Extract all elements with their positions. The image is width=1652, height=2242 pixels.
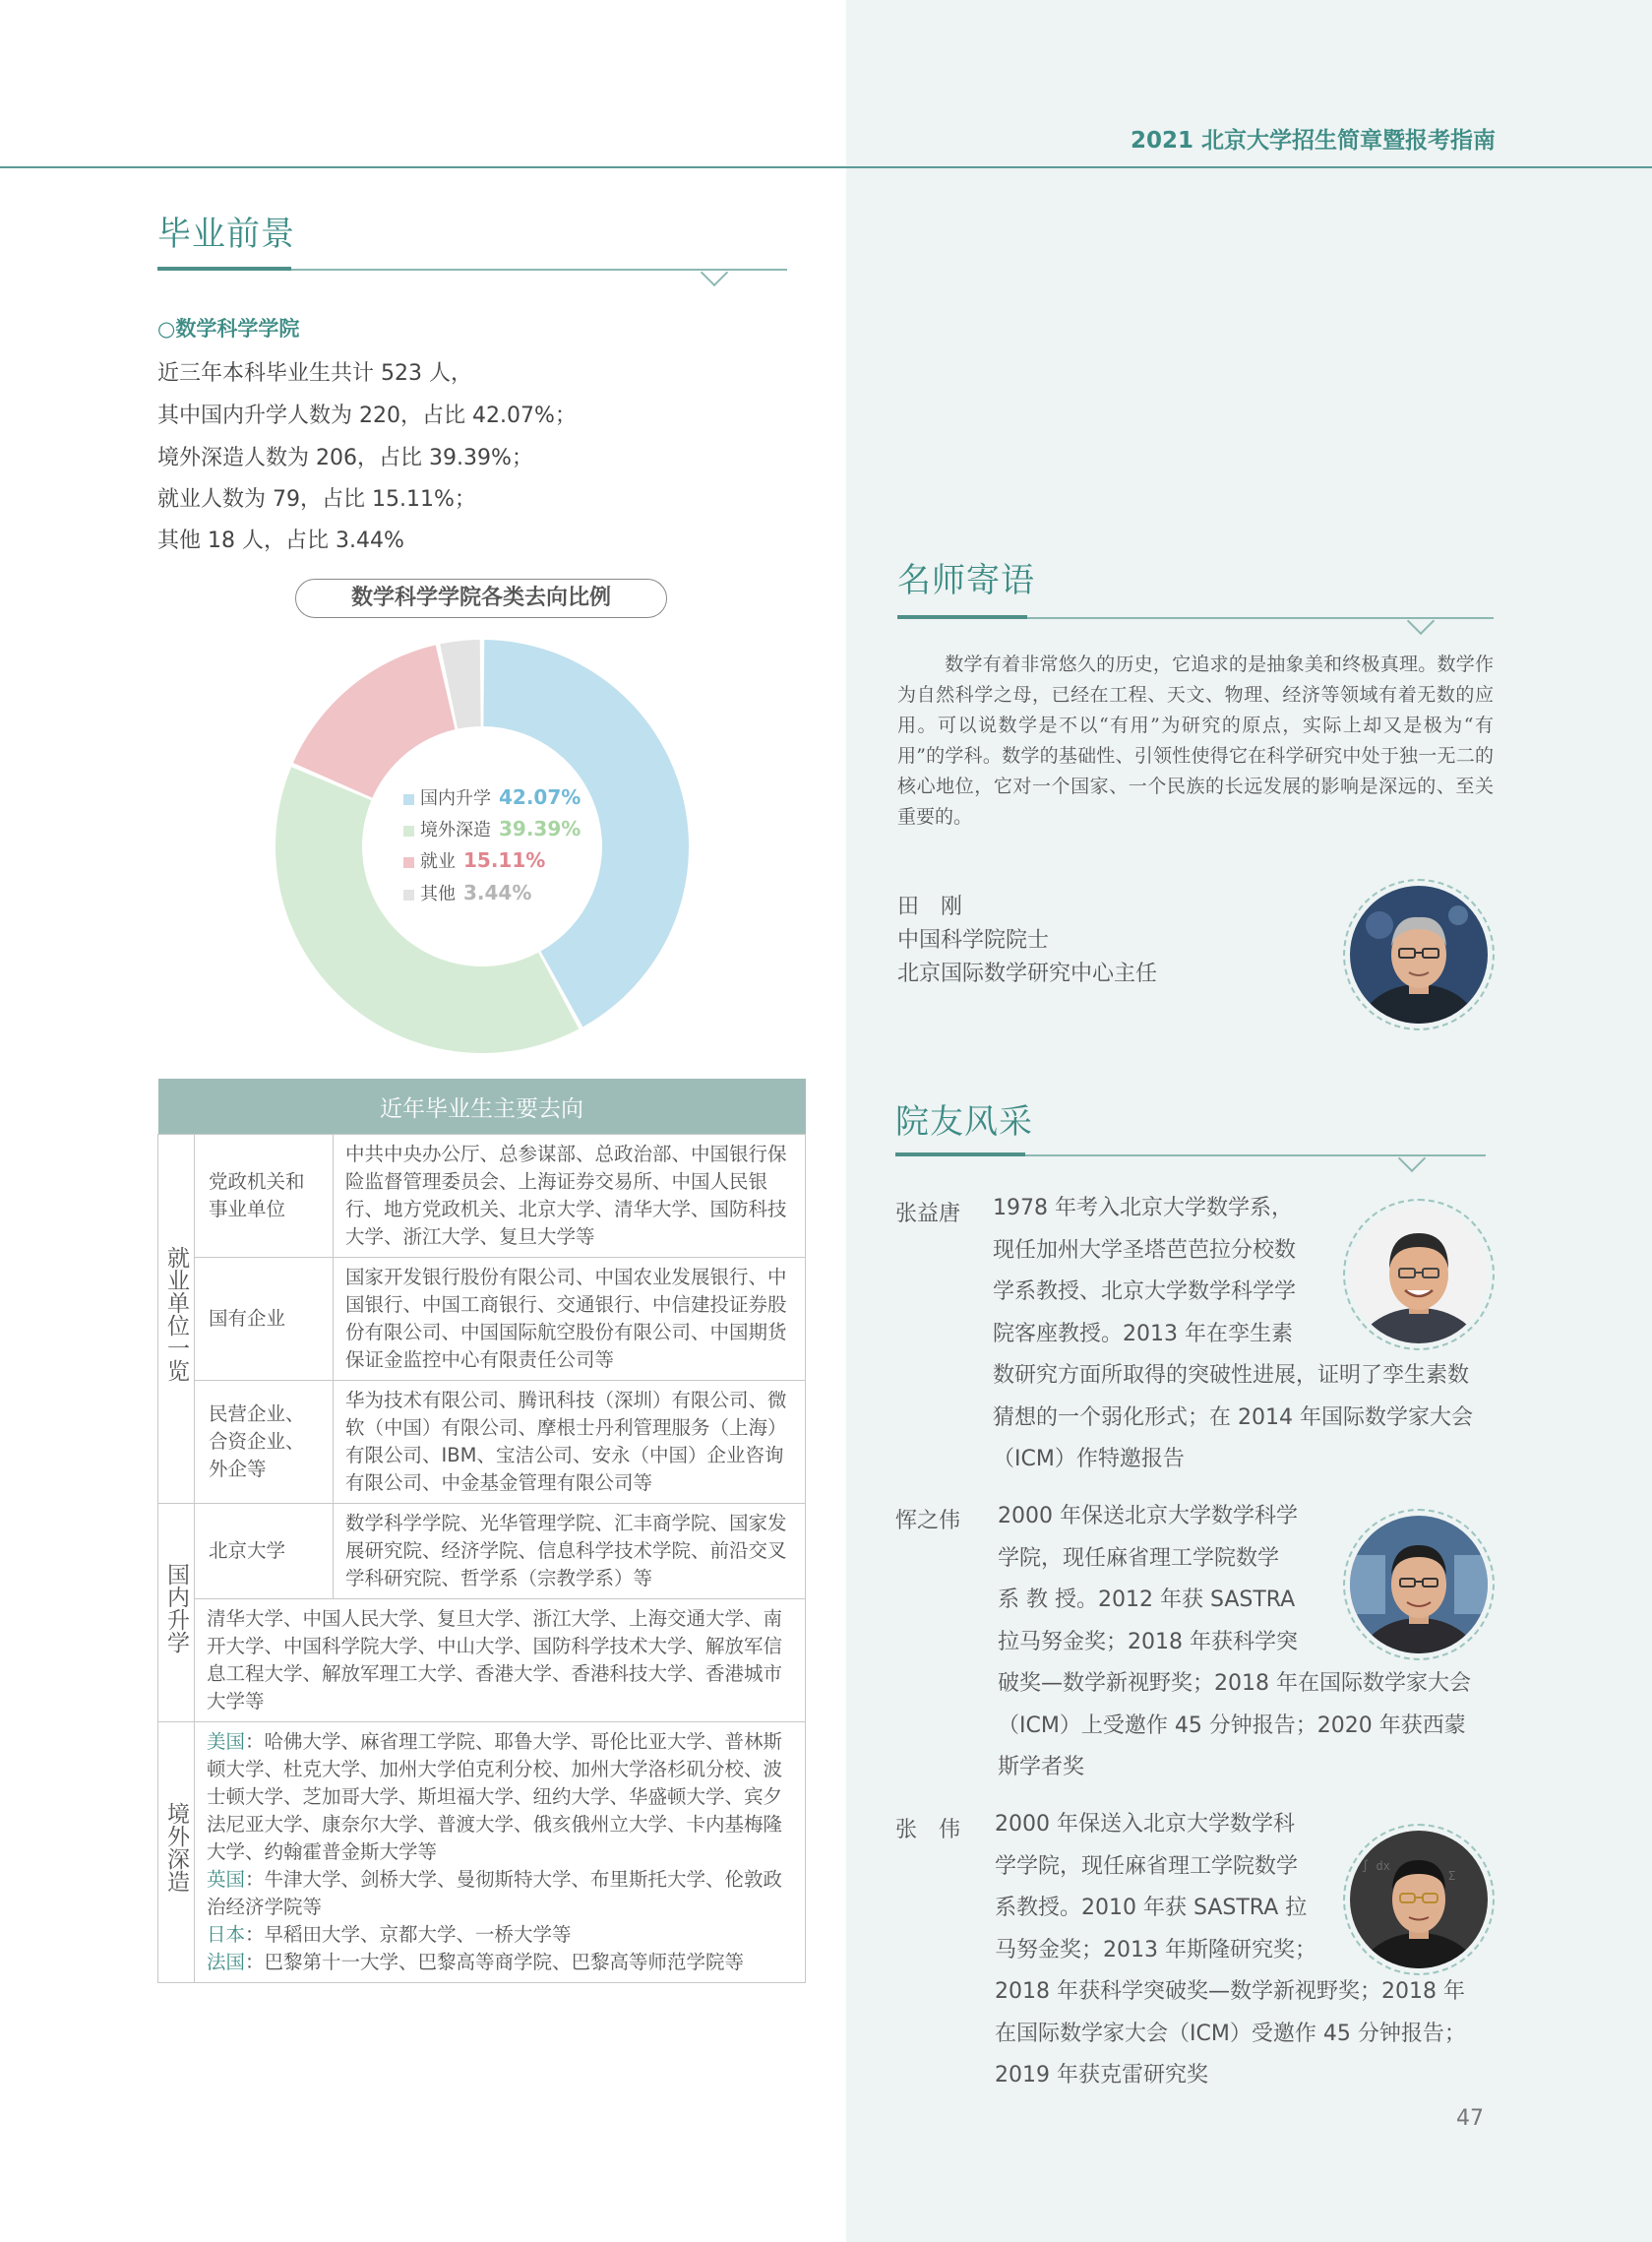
country-us: 美国 [207,1730,246,1753]
avatar [1343,1509,1495,1660]
header-rule [0,166,1652,168]
legend-item-domestic [403,784,581,810]
table-header: 近年毕业生主要去向 [158,1079,806,1135]
alumnus-bio: 2000 年保送入北京大学数学科 学学院，现任麻省理工学院数学 系教授。2010 年获 SASTRA 拉 马努金奖；2013 年斯隆研究奖； 2018 年获科学突破奖—数学新视野奖；2018 年 在国际数学家大会（ICM）受邀作 45 分钟报告； 2019 年获克雷研究奖 [995,1812,1466,2087]
slice-employment [293,645,456,797]
gov-list: 中共中央办公厅、总参谋部、总政治部、中国银行保险监督管理委员会、上海证券交易所、中国人民银行、地方党政机关、北京大学、清华大学、国防科技大学、浙江大学、复旦大学等 [334,1135,806,1258]
portrait-zhang-wei [1350,1831,1488,1968]
table-row [158,1258,806,1381]
graduation-section-rule [157,269,787,271]
mentor-section-rule [897,617,1494,619]
legend-swatch [403,890,414,901]
stat-line: 近三年本科毕业生共计 523 人， [157,361,472,386]
table-row [158,1381,806,1504]
department-name: ○数学科学学院 [157,317,300,341]
legend-label: 其他 [420,884,456,904]
group-employment: 就业单位一览 [158,1135,195,1504]
stat-line: 其他 18 人，占比 3.44% [157,529,404,553]
legend-value: 39.39% [499,817,581,841]
svg-text:Σ: Σ [1448,1869,1456,1883]
legend-swatch [403,857,414,868]
alumnus-bio: 2000 年保送北京大学数学科学 学院，现任麻省理工学院数学 系 教 授。2012 年获 SASTRA 拉马努金奖；2018 年获科学突 破奖—数学新视野奖；2018 年在国际数学家大会 （ICM）上受邀作 45 分钟报告；2020 年获西蒙 斯学者奖 [998,1504,1471,1779]
stat-line: 就业人数为 79，占比 15.11%； [157,487,476,512]
country-uk: 英国 [207,1868,246,1891]
fr-list: ：巴黎第十一大学、巴黎高等商学院、巴黎高等师范学院等 [245,1951,745,1973]
avatar [1343,1199,1495,1350]
pku-list: 数学科学学院、光华管理学院、汇丰商学院、国家发展研究院、经济学院、信息科学技术学院、前沿交叉学科研究院、哲学系（宗教学系）等 [334,1504,806,1599]
group-abroad: 境外深造 [158,1722,195,1983]
jp-list: ：早稻田大学、京都大学、一桥大学等 [245,1923,572,1946]
us-list: ：哈佛大学、麻省理工学院、耶鲁大学、哥伦比亚大学、普林斯顿大学、杜克大学、加州大学伯克利分校、加州大学洛杉矶分校、波士顿大学、芝加哥大学、斯坦福大学、纽约大学、华盛顿大学、宾夕法尼亚大学、康奈尔大学、普渡大学、俄亥俄州立大学、卡内基梅隆大学、约翰霍普金斯大学等 [207,1730,783,1863]
table-row [158,1504,806,1599]
stat-line: 境外深造人数为 206，占比 39.39%； [157,446,533,470]
legend-value: 15.11% [463,848,546,872]
chart-title-pill: 数学科学学院各类去向比例 [295,579,667,618]
alumnus-bio: 1978 年考入北京大学数学系， 现任加州大学圣塔芭芭拉分校数 学系教授、北京大学数学科学学 院客座教授。2013 年在孪生素 数研究方面所取得的突破性进展，证明了孪生素数 猜想的一个弱化形式；在 2014 年国际数学家大会 （ICM）作特邀报告 [993,1196,1473,1471]
category-pku: 北京大学 [195,1504,334,1599]
mentor-title: 中国科学院院士 [897,928,1050,953]
uk-list: ：牛津大学、剑桥大学、曼彻斯特大学、布里斯托大学、伦敦政治经济学院等 [207,1868,783,1918]
portrait-yun-zhiwei [1350,1516,1488,1653]
legend-label: 境外深造 [420,820,491,841]
country-fr: 法国 [207,1951,246,1973]
category-soe: 国有企业 [195,1258,334,1381]
portrait-zhang-yitang [1350,1206,1488,1343]
legend-swatch [403,794,414,805]
avatar [1343,879,1495,1030]
page-number: 47 [1456,2106,1484,2131]
category-private: 民营企业、合资企业、外企等 [195,1381,334,1504]
mentor-section-title: 名师寄语 [897,561,1035,600]
legend-swatch [403,826,414,837]
alumnus-name: 张 伟 [895,1818,961,1842]
avatar [1343,1824,1495,1975]
svg-text:∫ dx: ∫ dx [1362,1859,1390,1873]
stat-line: 其中国内升学人数为 220，占比 42.07%； [157,404,577,428]
chevron-down-icon [701,259,728,286]
legend-value: 3.44% [463,881,532,904]
legend-item-other [403,880,531,905]
table-row [158,1599,806,1722]
group-domestic: 国内升学 [158,1504,195,1722]
table-row [158,1135,806,1258]
mentor-position: 北京国际数学研究中心主任 [897,962,1158,986]
private-list: 华为技术有限公司、腾讯科技（深圳）有限公司、微软（中国）有限公司、摩根士丹利管理服务（上海）有限公司、IBM、宝洁公司、安永（中国）企业咨询有限公司、中金基金管理有限公司等 [334,1381,806,1504]
alumnus-name: 恽之伟 [895,1509,961,1533]
destinations-table [157,1079,806,1983]
legend-value: 42.07% [499,785,581,809]
alumni-section-title: 院友风采 [895,1102,1033,1142]
mentor-quote: 数学有着非常悠久的历史，它追求的是抽象美和终极真理。数学作为自然科学之母，已经在工程、天文、物理、经济等领域有着无数的应用。可以说数学是不以“有用”为研究的原点，实际上却又是极为“有用”的学科。数学的基础性、引领性使得它在科学研究中处于独一无二的核心地位，它对一个国家、一个民族的长远发展的影响是深远的、至关重要的。 [897,654,1494,828]
table-row [158,1722,806,1983]
legend-item-abroad [403,816,581,841]
graduation-section-title: 毕业前景 [157,215,295,254]
alumnus-name: 张益唐 [895,1202,961,1226]
country-jp: 日本 [207,1923,246,1946]
destination-donut-chart [266,630,699,1063]
other-domestic-list: 清华大学、中国人民大学、复旦大学、浙江大学、上海交通大学、南开大学、中国科学院大学、中山大学、国防科学技术大学、解放军信息工程大学、解放军理工大学、香港大学、香港科技大学、香港城市大学等 [195,1599,806,1722]
portrait-tian-gang [1350,886,1488,1024]
legend-label: 国内升学 [420,788,491,809]
alumni-section-rule [895,1154,1486,1156]
legend-label: 就业 [420,851,456,872]
legend-item-employment [403,847,545,873]
mentor-name: 田 刚 [897,895,963,919]
abroad-list [195,1722,806,1983]
header-title: 2021 北京大学招生简章暨报考指南 [1130,128,1496,154]
soe-list: 国家开发银行股份有限公司、中国农业发展银行、中国银行、中国工商银行、交通银行、中信建投证券股份有限公司、中国国际航空股份有限公司、中国期货保证金监控中心有限责任公司等 [334,1258,806,1381]
category-gov: 党政机关和事业单位 [195,1135,334,1258]
